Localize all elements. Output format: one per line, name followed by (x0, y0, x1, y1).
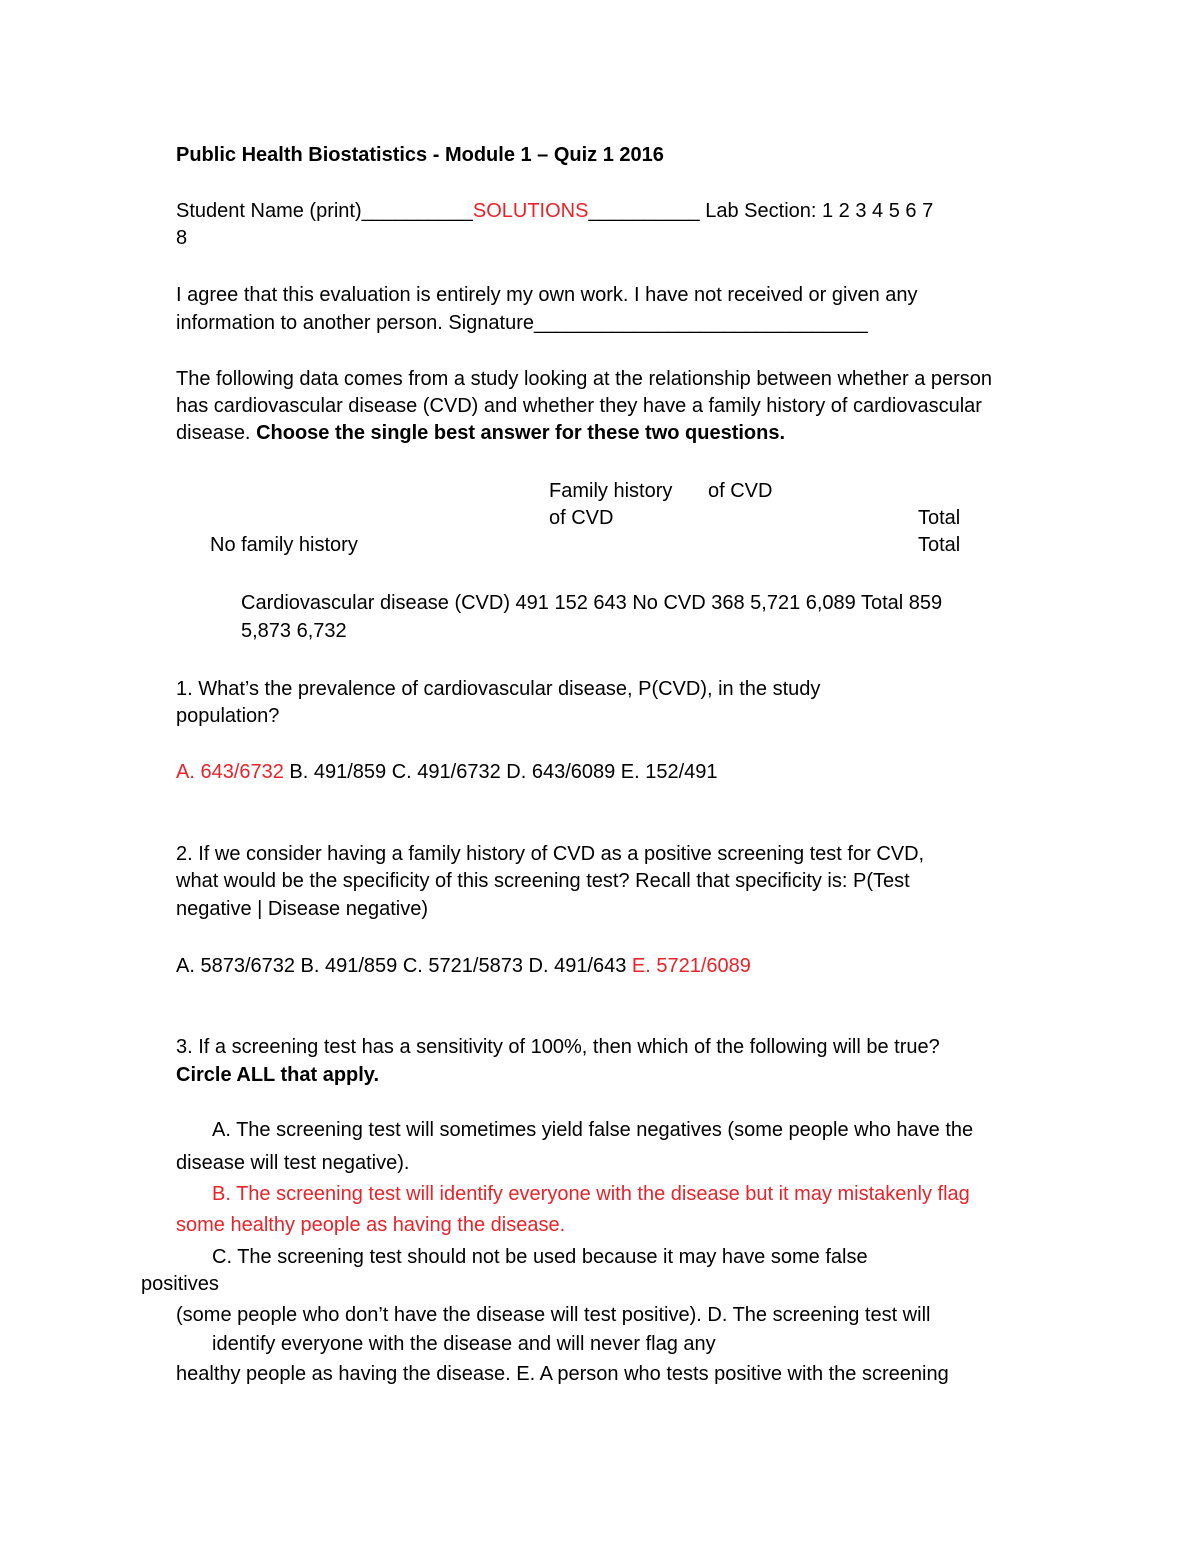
intro-line-1: The following data comes from a study looking at the relationship between whether a person (176, 368, 993, 390)
q3-option-d-line-1: identify everyone with the disease and will never flag any (212, 1333, 716, 1355)
q3-option-d-line-2: healthy people as having the disease. E. A person who tests positive with the screening (176, 1363, 949, 1385)
q3-option-b-line-1: B. The screening test will identify everyone with the disease but it may mistakenly flag (212, 1183, 970, 1205)
q3-option-a-line-2: disease will test negative). (176, 1152, 410, 1174)
q3-instruction: Circle ALL that apply. (176, 1064, 379, 1086)
q1-other-answers: B. 491/859 C. 491/6732 D. 643/6089 E. 152/491 (283, 761, 718, 783)
lab-section: Lab Section: 1 2 3 4 5 6 7 (705, 200, 934, 222)
q1-answers (176, 760, 718, 784)
table-header-total-2: Total (918, 534, 961, 556)
q1-line-1: 1. What’s the prevalence of cardiovascular disease, P(CVD), in the study (176, 678, 821, 700)
q2-line-3: negative | Disease negative) (176, 898, 429, 920)
intro-line-2: has cardiovascular disease (CVD) and whether they have a family history of cardiovascular (176, 395, 982, 417)
q2-answers (176, 954, 751, 978)
q3-option-a-line-1: A. The screening test will sometimes yield false negatives (some people who have the (212, 1119, 974, 1141)
instruction-bold: Choose the single best answer for these two questions. (256, 422, 786, 444)
table-header-of-cvd-2: of CVD (549, 507, 614, 529)
student-name-label: Student Name (print) (176, 200, 362, 222)
agreement-line-1: I agree that this evaluation is entirely my own work. I have not received or given any (176, 284, 918, 306)
q2-line-2: what would be the specificity of this screening test? Recall that specificity is: P(Test (176, 870, 910, 892)
q3-option-c-line-1: C. The screening test should not be used because it may have some false (212, 1246, 868, 1268)
table-header-total-1: Total (918, 507, 961, 529)
table-data-line-1: Cardiovascular disease (CVD) 491 152 643 No CVD 368 5,721 6,089 Total 859 (241, 592, 943, 614)
page-title: Public Health Biostatistics - Module 1 – Quiz 1 2016 (176, 144, 664, 166)
table-header-of-cvd: of CVD (708, 480, 773, 502)
student-name-line (176, 199, 933, 223)
student-name-value: SOLUTIONS (472, 200, 589, 222)
q2-other-answers: A. 5873/6732 B. 491/859 C. 5721/5873 D. 491/643 (176, 955, 632, 977)
q2-line-1: 2. If we consider having a family history of CVD as a positive screening test for CVD, (176, 843, 925, 865)
name-blank-before: __________ (361, 200, 473, 222)
table-header-no-family-history: No family history (210, 534, 358, 556)
table-header-family-history: Family history (549, 480, 673, 502)
q3-option-c-line-3: (some people who don’t have the disease will test positive). D. The screening test will (176, 1304, 931, 1326)
q3-option-c-line-2: positives (141, 1273, 219, 1295)
q1-line-2: population? (176, 705, 280, 727)
name-blank-after: __________ (588, 200, 700, 222)
intro-line-3-plain: disease. (176, 422, 257, 444)
q2-correct-answer: E. 5721/6089 (631, 955, 751, 977)
q3-line-1: 3. If a screening test has a sensitivity of 100%, then which of the following will be true? (176, 1036, 940, 1058)
intro-line-3 (176, 421, 785, 445)
q3-option-b-line-2: some healthy people as having the disease. (176, 1214, 566, 1236)
agreement-line-2: information to another person. Signature______________________________ (176, 312, 868, 334)
lab-section-wrap: 8 (176, 227, 188, 249)
table-data-line-2: 5,873 6,732 (241, 620, 347, 642)
q1-correct-answer: A. 643/6732 (176, 761, 284, 783)
